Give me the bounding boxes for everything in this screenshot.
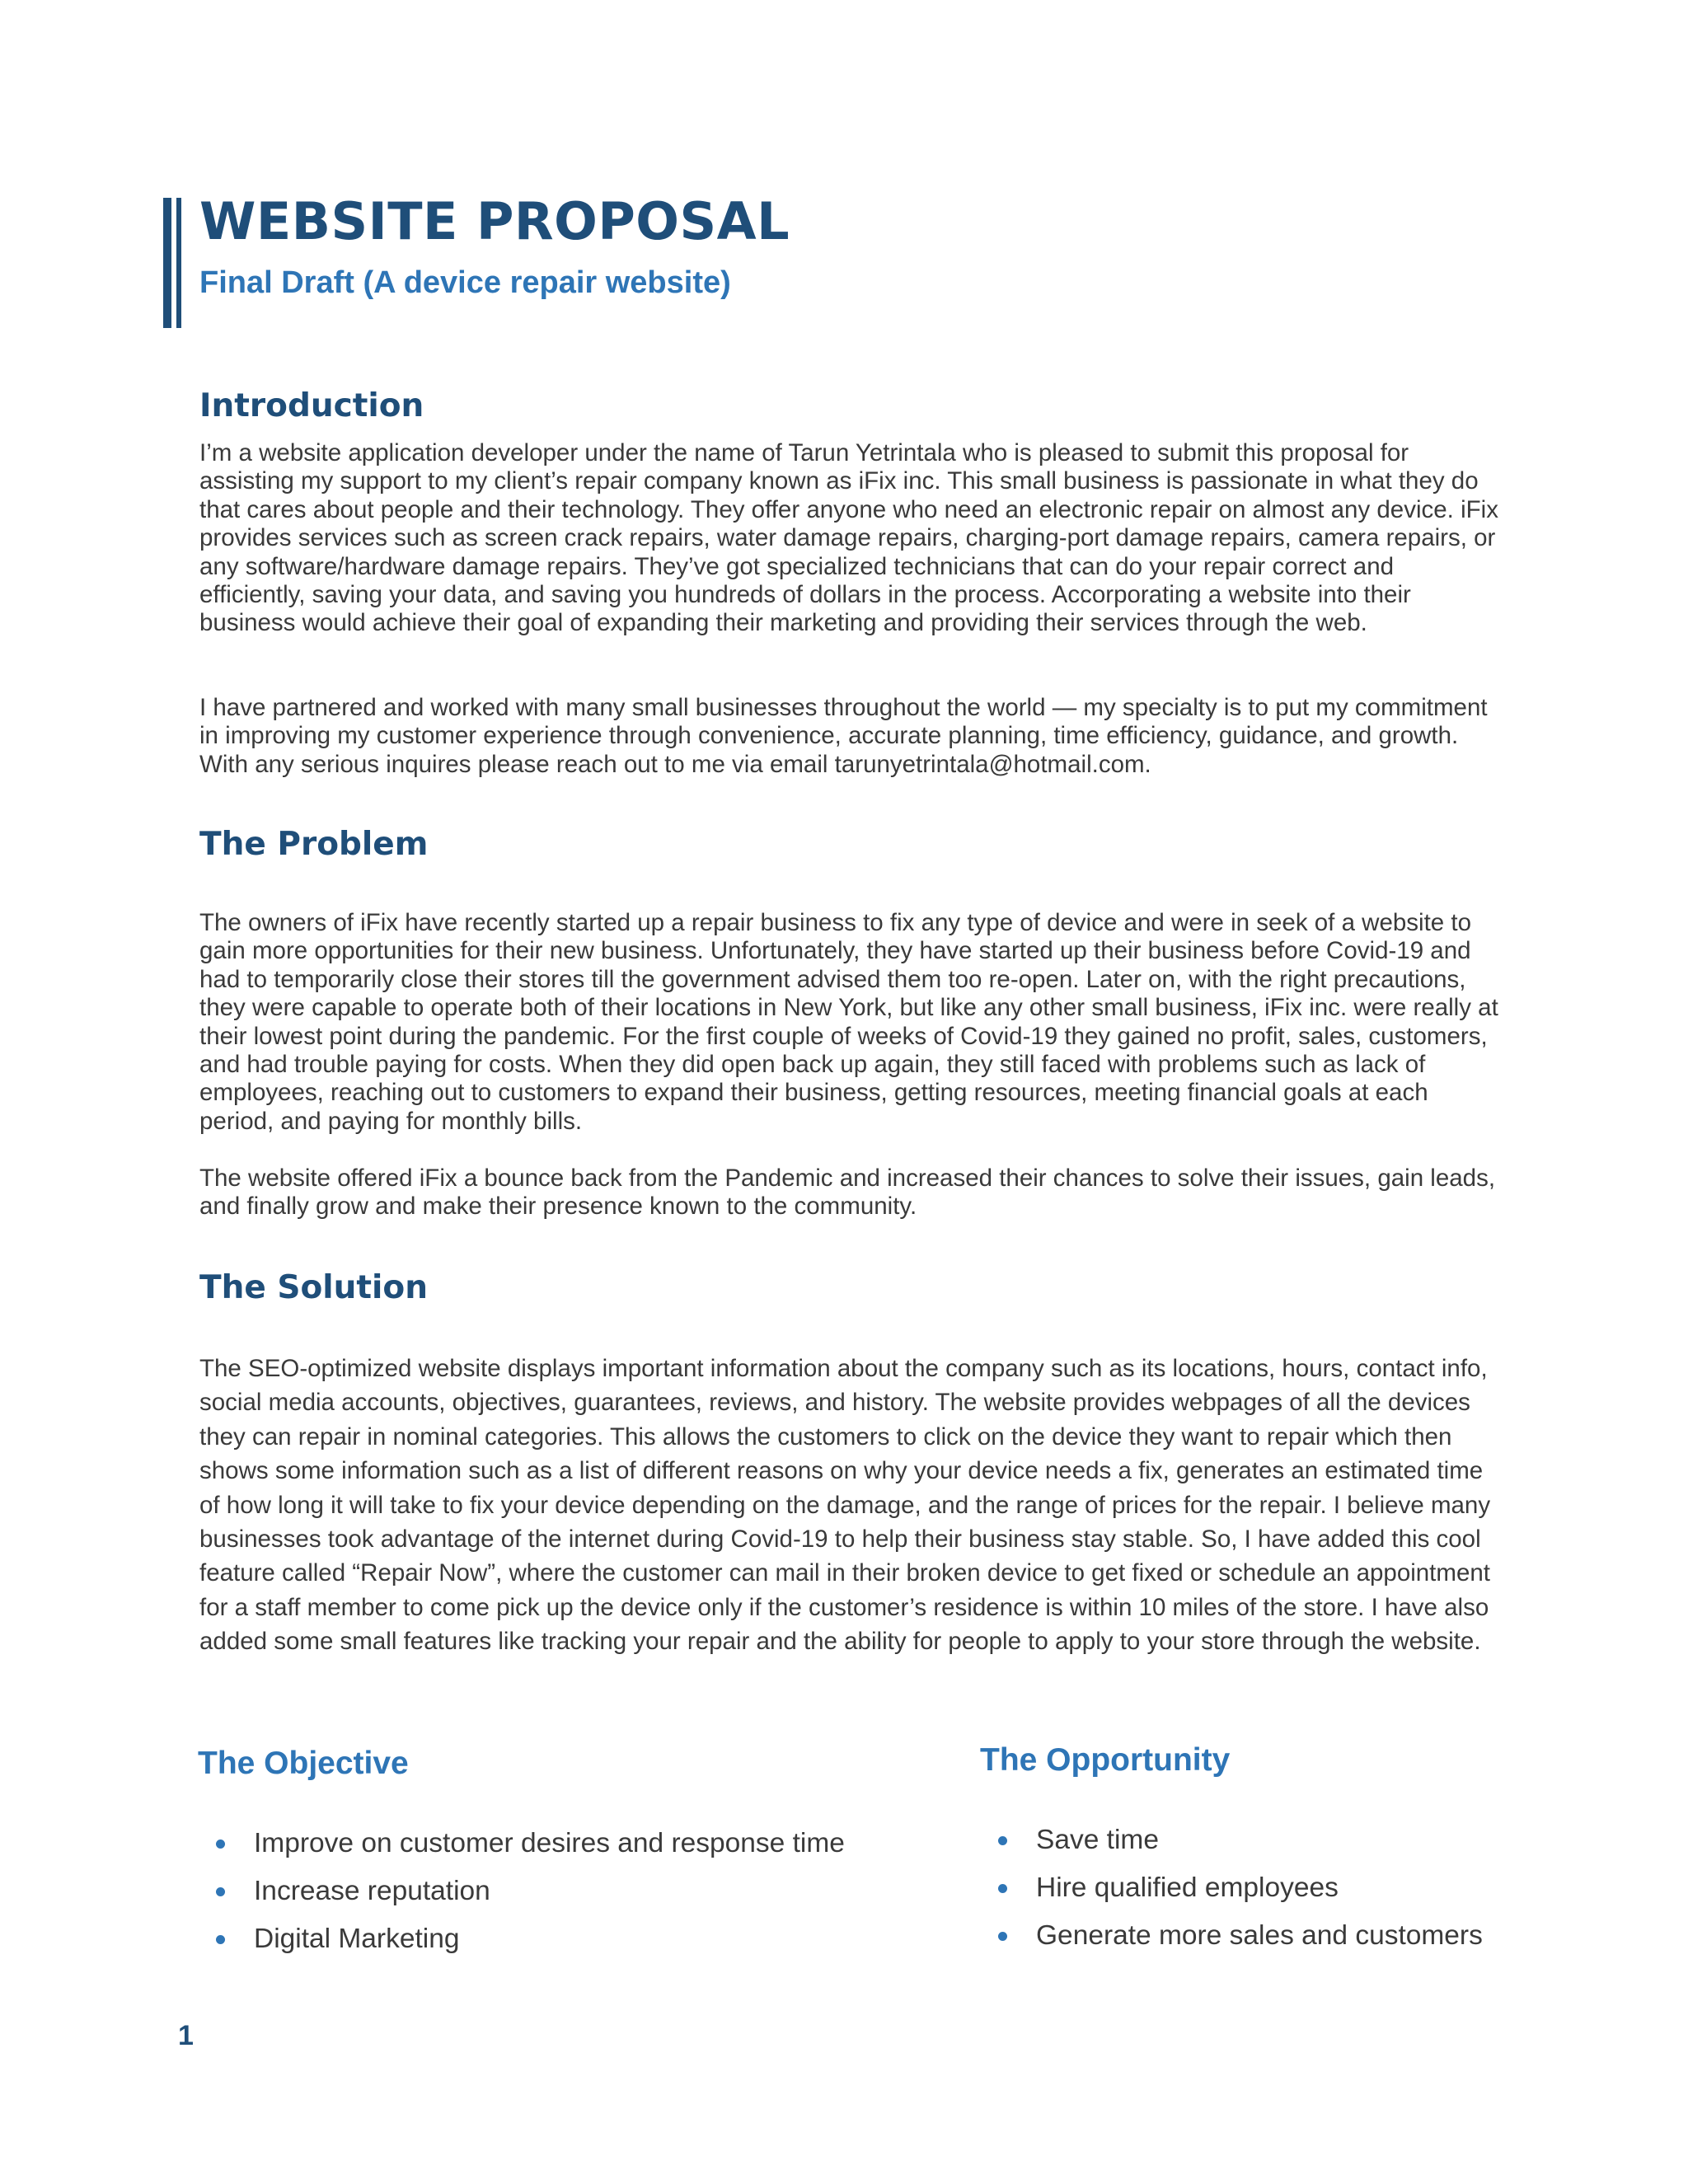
problem-paragraph-1: The owners of iFix have recently started up a repair business to fix any type of device and were in seek of a website to gain more opportunities for their new business. Unfortunately, they have started up their business before Covid-19 and had to temporarily close their stores till the government advised them too re-open. Later on, with the right precautions, they were capable to operate both of their locations in New York, but like any other small business, iFix inc. were really at their lowest point during the pandemic. For the first couple of weeks of Covid-19 they gained no profit, sales, customers, and had trouble paying for costs. When they did open back up again, they still faced with problems such as lack of employees, reaching out to customers to expand their business, getting resources, meeting financial goals at each period, and paying for monthly bills. (199, 909, 1498, 1135)
bullet-icon (216, 1840, 225, 1849)
problem-paragraph-2: The website offered iFix a bounce back from the Pandemic and increased their chances to solve their issues, gain leads, and finally grow and make their presence known to the community. (199, 1165, 1496, 1221)
bullet-icon (998, 1932, 1007, 1941)
solution-paragraph-1: The SEO-optimized website displays important information about the company such as its locations, hours, contact info, social media accounts, objectives, guarantees, reviews, and history. The website provides webpages of all the devices they can repair in nominal categories. This allows the customers to click on the device they want to repair which then shows some information such as a list of different reasons on why your device needs a fix, generates an estimated time of how long it will take to fix your device depending on the damage, and the range of prices for the repair. I believe many businesses took advantage of the internet during Covid-19 to help their business stay stable. So, I have added this cool feature called “Repair Now”, where the customer can mail in their broken device to get fixed or schedule an appointment for a staff member to come pick up the device only if the customer’s residence is within 10 miles of the store. I have also added some small features like tracking your repair and the ability for people to apply to your store through the website. (199, 1355, 1491, 1656)
list-item: Digital Marketing (198, 1915, 845, 1963)
introduction-heading: Introduction (199, 387, 424, 424)
list-item: Increase reputation (198, 1868, 845, 1915)
document-subtitle: Final Draft (A device repair website) (199, 265, 731, 300)
list-item: Improve on customer desires and response time (198, 1820, 845, 1868)
introduction-paragraph-1: I’m a website application developer under the name of Tarun Yetrintala who is pleased to submit this proposal for assisting my support to my client’s repair company known as iFix inc. This small business is passionate in what they do that cares about people and their technology. They offer anyone who need an electronic repair on almost any device. iFix provides services such as screen crack repairs, water damage repairs, charging-port damage repairs, camera repairs, or any software/hardware damage repairs. They’ve got specialized technicians that can do your repair correct and efficiently, saving your data, and saving you hundreds of dollars in the process. Accorporating a website into their business would achieve their goal of expanding their marketing and providing their services through the web. (199, 439, 1498, 637)
solution-heading: The Solution (199, 1269, 428, 1306)
list-item: Hire qualified employees (980, 1864, 1483, 1912)
bullet-icon (216, 1935, 225, 1944)
list-item: Save time (980, 1816, 1483, 1864)
problem-heading: The Problem (199, 826, 429, 863)
document-title: WEBSITE PROPOSAL (199, 191, 790, 251)
bullet-icon (998, 1836, 1007, 1845)
bullet-icon (998, 1884, 1007, 1893)
title-accent-bar-inner (176, 198, 181, 328)
objective-list (198, 1820, 845, 1963)
opportunity-heading: The Opportunity (980, 1742, 1231, 1778)
objective-heading: The Objective (198, 1746, 409, 1781)
bullet-icon (216, 1887, 225, 1896)
title-accent-bar-outer (163, 198, 171, 328)
opportunity-list (980, 1816, 1483, 1960)
list-item: Generate more sales and customers (980, 1912, 1483, 1960)
page-number: 1 (178, 2020, 194, 2051)
introduction-paragraph-2: I have partnered and worked with many small businesses throughout the world — my specialty is to put my commitment in improving my customer experience through convenience, accurate planning, time efficiency, guidance, and growth. With any serious inquires please reach out to me via email tarunyetrintala@hotmail.com. (199, 694, 1488, 778)
